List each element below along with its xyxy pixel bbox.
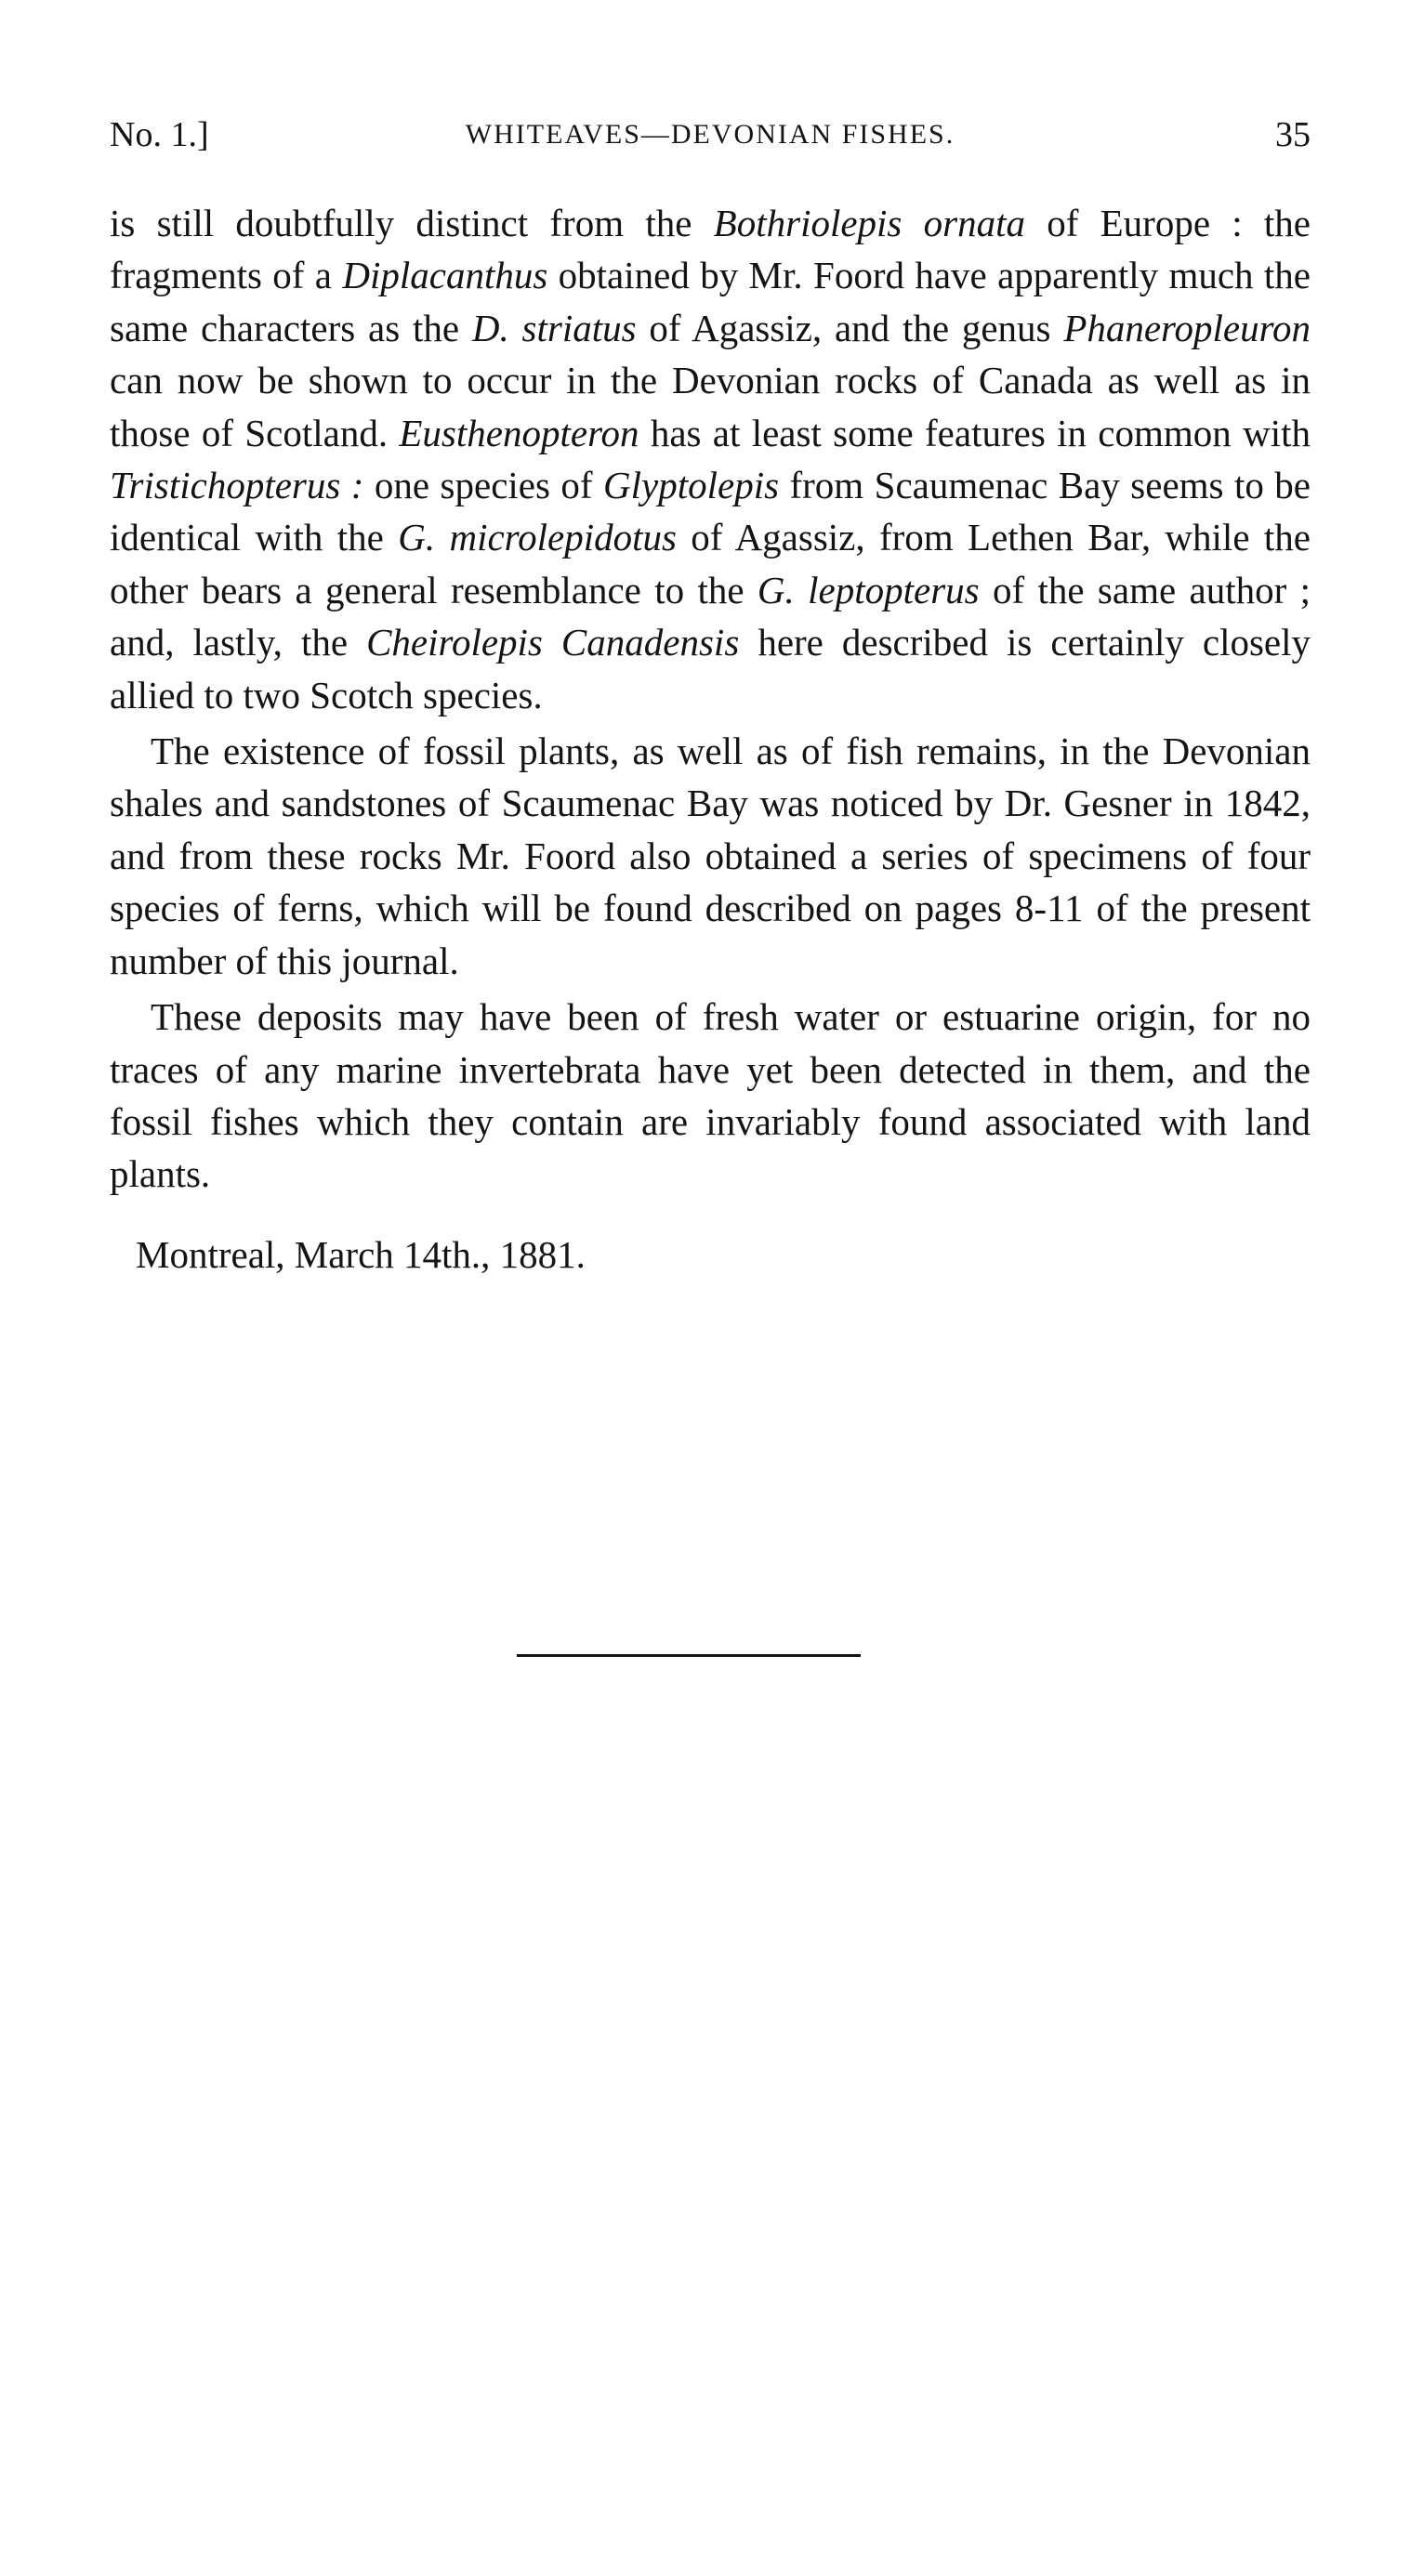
taxon-name: G. microlepidotus bbox=[398, 516, 677, 559]
text-segment: obtained by Mr. Foord have apparently much the same characters as the bbox=[110, 254, 1311, 349]
text-segment: of Europe : the fragments of a bbox=[110, 202, 1311, 297]
taxon-name: Phaneropleuron bbox=[1063, 306, 1311, 349]
taxon-name: Glyptolepis bbox=[603, 464, 780, 507]
issue-number: No. 1.] bbox=[110, 115, 209, 154]
text-segment: one species of bbox=[363, 464, 604, 507]
dateline: Montreal, March 14th., 1881. bbox=[136, 1232, 586, 1276]
section-divider-rule bbox=[517, 1654, 861, 1657]
paragraph-1 bbox=[110, 197, 1311, 721]
taxon-name: D. striatus bbox=[471, 306, 637, 349]
text-segment: here described is certainly closely allied to two Scotch species. bbox=[110, 621, 1311, 716]
text-segment: is still doubtfully distinct from the bbox=[110, 202, 714, 244]
article-body bbox=[110, 197, 1311, 1281]
text-segment: of Agassiz, from Lethen Bar, while the other bears a general resemblance to the bbox=[110, 516, 1311, 611]
text-segment: of the same author ; and, lastly, the bbox=[110, 568, 1311, 664]
running-title: WHITEAVES—DEVONIAN FISHES. bbox=[465, 119, 955, 150]
taxon-name: Eusthenopteron bbox=[399, 411, 639, 454]
taxon-name: Bothriolepis ornata bbox=[713, 202, 1025, 244]
taxon-name: Diplacanthus bbox=[342, 254, 548, 297]
taxon-name: Tristichopterus : bbox=[110, 464, 364, 507]
text-segment: of Agassiz, and the genus bbox=[636, 306, 1064, 349]
text-segment: can now be shown to occur in the Devonian rocks of Canada as well as in those of Scotland. bbox=[110, 359, 1311, 454]
taxon-name: Cheirolepis Canadensis bbox=[366, 621, 740, 664]
document-page bbox=[110, 102, 1311, 1281]
taxon-name: G. leptopterus bbox=[757, 568, 980, 611]
text-segment: from Scaumenac Bay seems to be identical with the bbox=[110, 464, 1311, 559]
paragraph-2: The existence of fossil plants, as well as of fish remains, in the Devonian shales and sandstones of Scaumenac Bay was noticed by Dr. Gesner in 1842, and from these rocks Mr. Foord also obtained a series of specimens of four species of ferns, which will be found described on pages 8-11 of the present number of this journal. bbox=[110, 729, 1311, 982]
page-number: 35 bbox=[1275, 115, 1311, 154]
text-segment: has at least some features in common with bbox=[639, 411, 1311, 454]
paragraph-3: These deposits may have been of fresh water or estuarine origin, for no traces of any marine invertebrata have yet been detected in them, and the fossil fishes which they contain are invariably found associated with land plants. bbox=[110, 995, 1311, 1196]
running-header bbox=[110, 102, 1311, 167]
